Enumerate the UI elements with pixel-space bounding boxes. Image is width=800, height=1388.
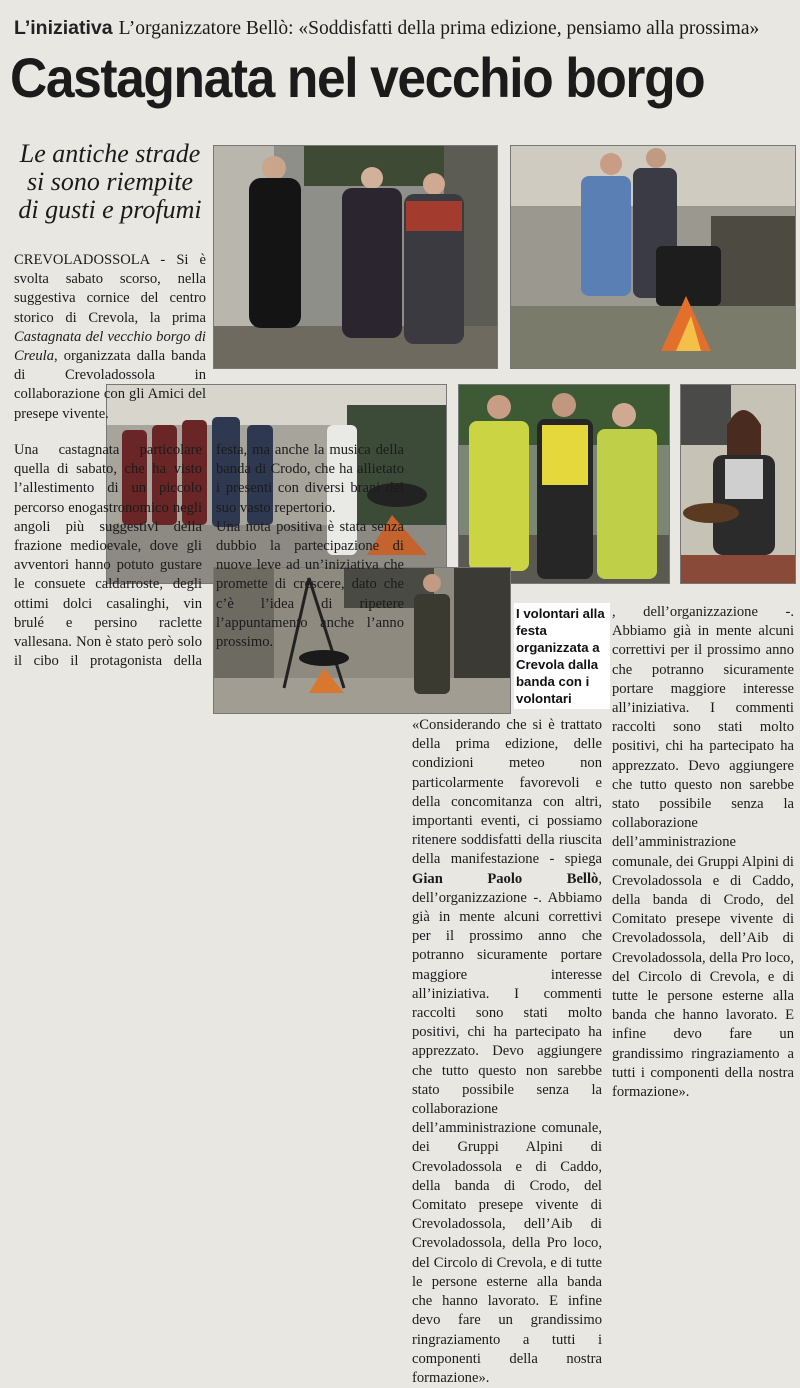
organizer-name: Gian Paolo Bellò: [412, 870, 599, 887]
column-4: [612, 603, 794, 1101]
column-1: [14, 251, 206, 424]
event-name: Castagnata del vecchio borgo di Creula: [14, 328, 206, 365]
paragraph-4: [412, 716, 602, 1388]
photo-chestnut-roasting: [510, 145, 796, 369]
deck: Le antiche strade si sono riempite di gusti e profumi: [18, 139, 202, 224]
paragraph-5: [612, 603, 794, 1102]
lead-text-b: , organizzata dalla banda di Crevoladossola in collaborazione con gli Amici del presepe vivente.: [14, 348, 206, 422]
column-2: [14, 441, 404, 861]
column-3: [412, 716, 602, 1386]
photo-volunteers-vests: [458, 384, 670, 584]
kicker-text: L’organizzatore Bellò: «Soddisfatti della prima edizione, pensiamo alla prossima»: [118, 18, 760, 39]
photo-woman-serving: [680, 384, 796, 584]
photo-costumed-women: [213, 145, 498, 369]
lead-paragraph: [14, 251, 206, 424]
paragraph-2: Una castagnata particolare quella di sabato, che ha visto l’allestimento di un piccolo percorso enogastronomico negli angoli più suggestivi della frazione medioevale, dove gli avventori hanno potuto gustare le consuete caldarroste, degli ottimi dolci casalinghi, vin brulé e persino raclette vallesana. Non è stato però solo il cibo il protagonista della festa, ma anche la musica della banda di Crodo, che ha allietato i presenti con diversi brani del suo vasto repertorio.: [14, 442, 404, 670]
quote-text-a: «Considerando che si è trattato della prima edizione, delle condizioni meteo non particolarmente favorevoli e della concomitanza con altri, importanti eventi, ci possiamo ritenere soddisfatti della riuscita della manifestazione - spiega: [412, 717, 602, 868]
quote-text-b: , dell’organizzazione -. Abbiamo già in mente alcuni correttivi per il prossimo anno che potranno sicuramente portare maggiore interesse all’iniziativa. I commenti raccolti sono stati molto positivi, chi ha partecipato ha apprezzato. Devo aggiungere che tutto questo non sarebbe stato possibile senza la collaborazione dell’amministrazione comunale, dei Gruppi Alpini di Crevoladossola e di Caddo, della banda di Crodo, del Comitato presepe vivente di Crevoladossola, dell’Aib di Crevoladossola, della Pro loco, del Circolo di Crevola, e di tutte le persone esterne alla banda che hanno lavorato. E infine devo fare un grandissimo ringraziamento a tutti i componenti della nostra formazione».: [412, 870, 602, 1386]
photo-caption: I volontari alla festa organizzata a Crevola dalla banda con i volontari: [514, 603, 610, 709]
kicker-label: L’iniziativa: [14, 17, 113, 39]
kicker: [14, 17, 794, 40]
lead-text-a: CREVOLADOSSOLA - Si è svolta sabato scorso, nella suggestiva cornice del centro storico di Crevola, la prima: [14, 252, 206, 326]
quote-text-continued: , dell’organizzazione -. Abbiamo già in mente alcuni correttivi per il prossimo anno che potranno sicuramente portare maggiore interesse all’iniziativa. I commenti raccolti sono stati molto positivi, chi ha partecipato ha apprezzato. Devo aggiungere che tutto questo non sarebbe stato possibile senza la collaborazione dell’amministrazione comunale, dei Gruppi Alpini di Crevoladossola e di Caddo, della banda di Crodo, del Comitato presepe vivente di Crevoladossola, dell’Aib di Crevoladossola, della Pro loco, del Circolo di Crevola, e di tutte le persone esterne alla banda che hanno lavorato. E infine devo fare un grandissimo ringraziamento a tutti i componenti della nostra formazione».: [612, 604, 794, 1101]
paragraph-3: Una nota positiva è stata senza dubbio la partecipazione di nuove leve ad un’iniziativa che promette di crescere, dato che c’è l’idea di ripetere l’appuntamento anche l’anno prossimo.: [216, 518, 404, 651]
headline: Castagnata nel vecchio borgo: [10, 46, 705, 109]
